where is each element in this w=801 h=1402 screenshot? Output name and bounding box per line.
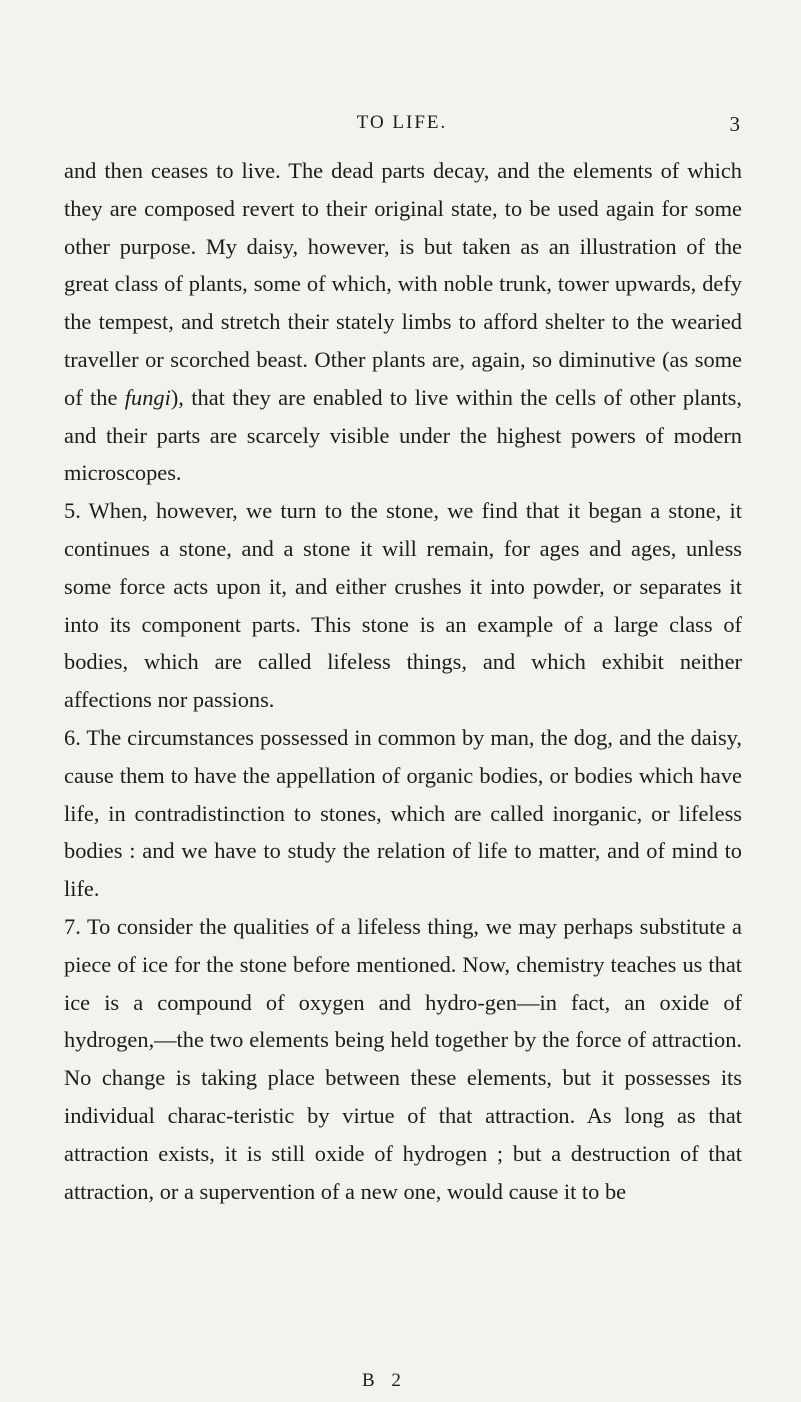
paragraph-7: 7. To consider the qualities of a lifeless thing, we may perhaps substitute a piece of ice for the stone before mentioned. Now, chemistry teaches us that ice is a compound of oxygen and hydro-gen—in fact, an oxide of hydrogen,—the two elements being held together by the force of attraction. No change is taking place between these elements, but it possesses its individual charac-teristic by virtue of that attraction. As long as that attraction exists, it is still oxide of hydrogen ; but a destruction of that attraction, or a supervention of a new one, would cause it to be [64, 913, 742, 1204]
paragraph-1-text-before: and then ceases to live. The dead parts decay, and the elements of which they are composed revert to their original state, to be used again for some other purpose. My daisy, however, is but taken as an illustration of the great class of plants, some of which, with noble trunk, tower upwards, defy the tempest, and stretch their stately limbs to afford shelter to the wearied traveller or scorched beast. Other plants are, again, so diminutive (as some of the [64, 158, 742, 410]
paragraph-5: 5. When, however, we turn to the stone, we find that it began a stone, it continues a stone, and a stone it will remain, for ages and ages, unless some force acts upon it, and either crushes it into powder, or separates it into its component parts. This stone is an example of a large class of bodies, which are called lifeless things, and which exhibit neither affections nor passions. [64, 498, 742, 713]
paragraph-1-text-after: ), that they are enabled to live within the cells of other plants, and their parts are scarcely visible under the highest powers of modern microscopes. [64, 384, 742, 486]
paragraph-1 [64, 152, 742, 492]
paragraph-6: 6. The circumstances possessed in common by man, the dog, and the daisy, cause them to have the appellation of organic bodies, or bodies which have life, in contradistinction to stones, which are called inorganic, or lifeless bodies : and we have to study the relation of life to matter, and of mind to life. [64, 724, 742, 902]
running-title: TO LIFE. [356, 112, 448, 133]
signature-mark: B 2 [362, 1370, 407, 1391]
running-head [64, 112, 740, 142]
italic-term-fungi: fungi [124, 384, 171, 410]
body-text [64, 152, 742, 1210]
page-number: 3 [729, 112, 740, 136]
